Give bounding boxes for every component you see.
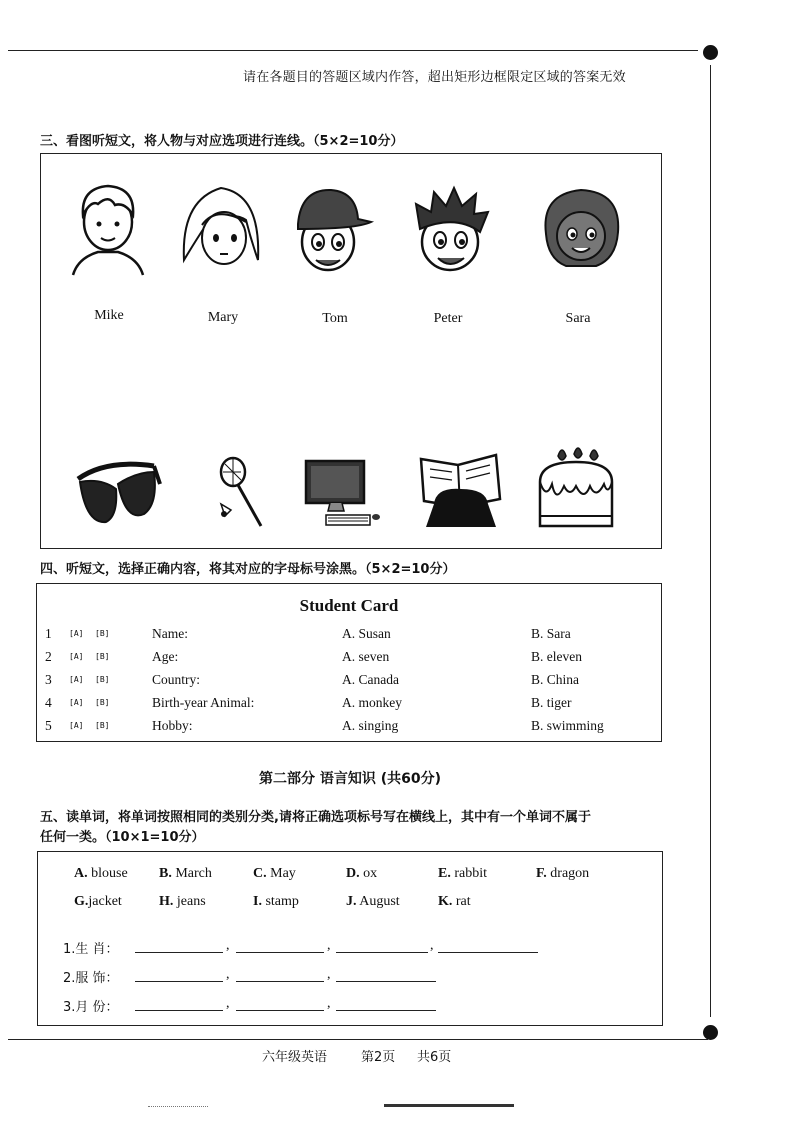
bubble-a[interactable]: [A]: [69, 675, 84, 684]
sunglasses-icon: [76, 454, 161, 529]
card-row-3: [37, 672, 661, 695]
section4-title: 四、听短文，选择正确内容，将其对应的字母标号涂黑。（5×2=10分）: [40, 562, 456, 577]
part2-title: 第二部分 语言知识 (共60分): [258, 771, 442, 787]
card-row-5: [37, 718, 661, 741]
word-option: F. dragon: [536, 866, 590, 881]
person-name-mike: Mike: [94, 308, 124, 323]
row-label: Country:: [152, 672, 201, 687]
category-clothes-label: 2.服 饰：: [63, 971, 119, 986]
answer-blank[interactable]: [135, 981, 223, 982]
comma: ,: [226, 938, 230, 953]
answer-blank[interactable]: [438, 952, 538, 953]
peter-portrait-icon: [406, 184, 496, 279]
word-option: A. blouse: [74, 866, 128, 881]
footer-total-pages: 共6页: [417, 1050, 452, 1065]
student-card-title: Student Card: [299, 596, 399, 615]
bubble-b[interactable]: [B]: [95, 698, 110, 707]
bubble-a[interactable]: [A]: [69, 721, 84, 730]
answer-blank[interactable]: [336, 952, 428, 953]
comma: ,: [226, 996, 230, 1011]
option-b: B. swimming: [531, 718, 604, 733]
mike-portrait-icon: [63, 180, 153, 280]
word-option: I. stamp: [253, 894, 299, 909]
comma: ,: [327, 938, 331, 953]
scan-artifact-dots: [148, 1106, 208, 1108]
person-name-sara: Sara: [565, 311, 591, 326]
row-number: 5: [45, 718, 52, 733]
answer-blank[interactable]: [135, 1010, 223, 1011]
person-name-mary: Mary: [207, 310, 239, 325]
word-option: K. rat: [438, 894, 471, 909]
option-b: B. tiger: [531, 695, 572, 710]
answer-blank[interactable]: [236, 952, 324, 953]
row-label: Name:: [152, 626, 188, 641]
answer-blank[interactable]: [236, 981, 324, 982]
answer-blank[interactable]: [135, 952, 223, 953]
answer-area-notice: 请在各题目的答题区域内作答，超出矩形边框限定区域的答案无效: [243, 70, 626, 85]
answer-blank[interactable]: [236, 1010, 324, 1011]
top-rule: [8, 50, 698, 51]
footer-page-number: 第2页: [361, 1050, 396, 1065]
bubble-b[interactable]: [B]: [95, 721, 110, 730]
comma: ,: [327, 996, 331, 1011]
section3-box: [40, 153, 662, 549]
answer-blank[interactable]: [336, 981, 436, 982]
sara-portrait-icon: [536, 184, 626, 274]
category-months-label: 3.月 份：: [63, 1000, 119, 1015]
word-option: J. August: [346, 894, 400, 909]
bubble-b[interactable]: [B]: [95, 629, 110, 638]
row-label: Hobby:: [152, 718, 193, 733]
bubble-b[interactable]: [B]: [95, 675, 110, 684]
row-label: Age:: [152, 649, 179, 664]
student-card: [36, 583, 662, 742]
word-option: G.jacket: [74, 894, 122, 909]
person-name-peter: Peter: [433, 311, 463, 326]
card-row-4: [37, 695, 661, 718]
row-number: 3: [45, 672, 52, 687]
birthday-cake-icon: [534, 442, 619, 532]
bubble-a[interactable]: [A]: [69, 629, 84, 638]
registration-dot-top: [703, 45, 718, 60]
row-number: 4: [45, 695, 52, 710]
section5-box: [37, 851, 663, 1026]
option-b: B. Sara: [531, 626, 571, 641]
reading-book-icon: [416, 449, 506, 529]
option-b: B. eleven: [531, 649, 582, 664]
option-a: A. seven: [342, 649, 390, 664]
person-name-tom: Tom: [322, 311, 348, 326]
section3-title: 三、看图听短文，将人物与对应选项进行连线。（5×2=10分）: [40, 134, 404, 149]
word-option: D. ox: [346, 866, 378, 881]
comma: ,: [430, 938, 434, 953]
registration-dot-bottom: [703, 1025, 718, 1040]
comma: ,: [327, 967, 331, 982]
answer-blank[interactable]: [336, 1010, 436, 1011]
footer-grade-subject: 六年级英语: [262, 1050, 328, 1065]
row-number: 2: [45, 649, 52, 664]
mary-portrait-icon: [176, 180, 266, 280]
scan-artifact-bar: [384, 1104, 514, 1107]
bubble-a[interactable]: [A]: [69, 652, 84, 661]
bubble-b[interactable]: [B]: [95, 652, 110, 661]
right-margin-line: [710, 65, 711, 1017]
tom-portrait-icon: [286, 184, 376, 279]
word-option: B. March: [159, 866, 212, 881]
option-b: B. China: [531, 672, 580, 687]
row-number: 1: [45, 626, 52, 641]
section5-title-line2: 任何一类。（10×1=10分）: [40, 830, 205, 845]
comma: ,: [226, 967, 230, 982]
option-a: A. Susan: [342, 626, 391, 641]
word-option: H. jeans: [159, 894, 206, 909]
option-a: A. Canada: [342, 672, 399, 687]
row-label: Birth-year Animal:: [152, 695, 255, 710]
category-zodiac-label: 1.生 肖：: [63, 942, 119, 957]
computer-icon: [298, 459, 383, 534]
section5-title-line1: 五、读单词，将单词按照相同的类别分类,请将正确选项标号写在横线上，其中有一个单词不属于: [40, 810, 591, 825]
option-a: A. singing: [342, 718, 399, 733]
card-row-2: [37, 649, 661, 672]
word-option: E. rabbit: [438, 866, 487, 881]
card-row-1: [37, 626, 661, 649]
footer-rule: [8, 1039, 708, 1040]
badminton-racket-icon: [211, 456, 271, 531]
word-option: C. May: [253, 866, 296, 881]
bubble-a[interactable]: [A]: [69, 698, 84, 707]
option-a: A. monkey: [342, 695, 402, 710]
